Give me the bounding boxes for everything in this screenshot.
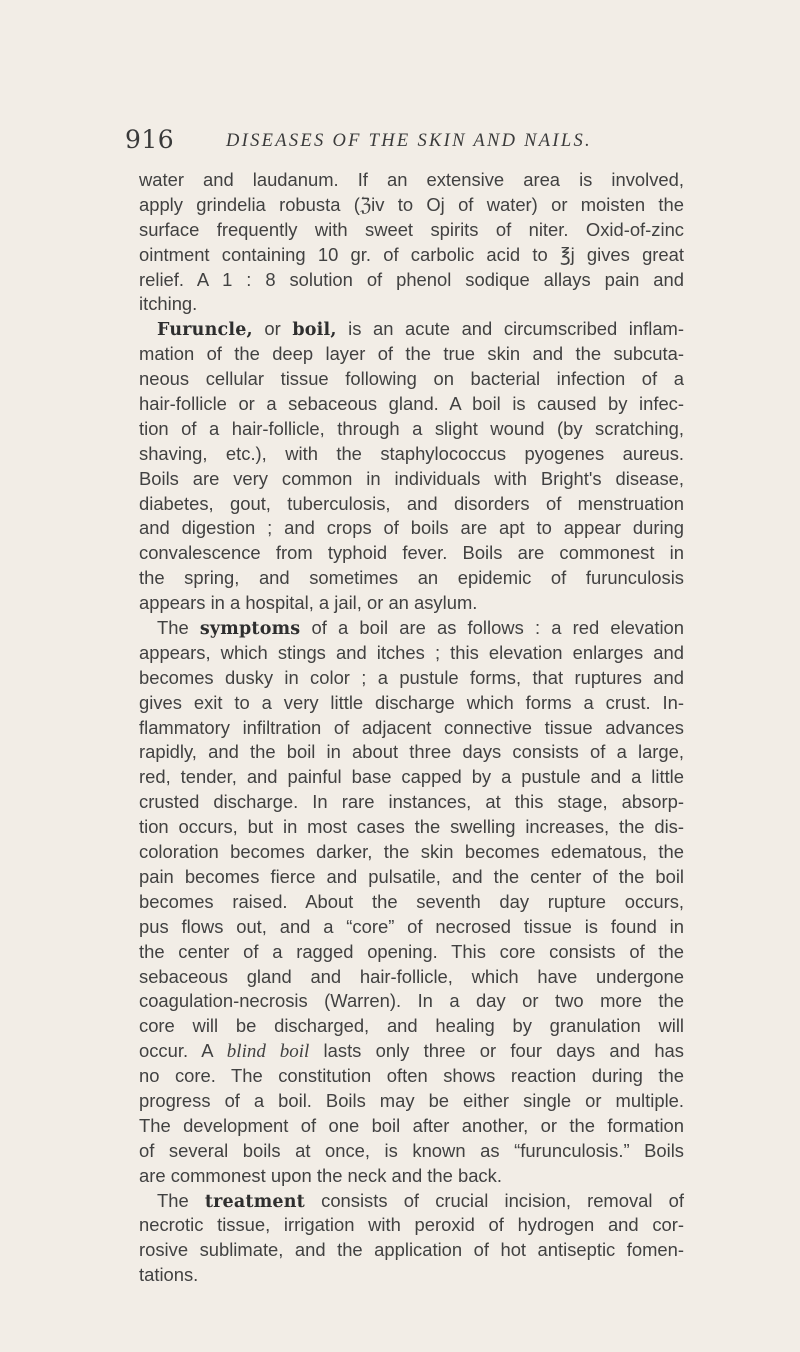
text-line: ointment containing 10 gr. of carbolic acid to ℥j gives great	[139, 243, 684, 265]
text-line: flammatory infiltration of adjacent connective tissue advances	[139, 716, 684, 738]
text-line: tion occurs, but in most cases the swelling increases, the dis-	[139, 816, 684, 838]
text-line: apply grindelia robusta (ℨiv to Oj of water) or moisten the	[139, 193, 684, 215]
paragraph-furuncle	[139, 317, 684, 616]
text-line: of several boils at once, is known as “furunculosis.” Boils	[139, 1139, 684, 1161]
text-line	[139, 1189, 684, 1214]
term-treatment: treatment	[204, 1191, 305, 1212]
text-line: red, tender, and painful base capped by a pustule and a little	[139, 766, 684, 788]
text-line: becomes dusky in color ; a pustule forms, that ruptures and	[139, 666, 684, 688]
line-rest: of a boil are as follows : a red elevation	[300, 617, 684, 639]
text-line: itching.	[139, 293, 198, 315]
text-line: coloration becomes darker, the skin becomes edematous, the	[139, 841, 684, 863]
term-furuncle: Furuncle,	[157, 320, 253, 341]
text-line: the spring, and sometimes an epidemic of furunculosis	[139, 567, 684, 589]
text-line: neous cellular tissue following on bacterial infection of a	[139, 368, 684, 390]
text-line: mation of the deep layer of the true skin and the subcuta-	[139, 343, 684, 365]
text-line: crusted discharge. In rare instances, at this stage, absorp-	[139, 791, 684, 813]
line-rest: lasts only three or four days and has	[309, 1040, 684, 1062]
text-line: pain becomes fierce and pulsatile, and the center of the boil	[139, 865, 684, 887]
running-head: DISEASES OF THE SKIN AND NAILS.	[226, 131, 592, 151]
text-line: tion of a hair-follicle, through a slight wound (by scratching,	[139, 417, 684, 439]
body-text	[139, 168, 684, 1288]
text-line: hair-follicle or a sebaceous gland. A boil is caused by infec-	[139, 393, 684, 415]
paragraph-symptoms	[139, 616, 684, 1188]
line-lead: The	[157, 1189, 205, 1211]
text-line: becomes raised. About the seventh day rupture occurs,	[139, 890, 684, 912]
text-line: the center of a ragged opening. This core consists of the	[139, 940, 684, 962]
text-line: tations.	[139, 1264, 199, 1286]
text-line: rosive sublimate, and the application of hot antiseptic fomen-	[139, 1239, 684, 1261]
text-line: water and laudanum. If an extensive area is involved,	[139, 169, 684, 190]
text-line	[139, 1039, 684, 1064]
text-line: no core. The constitution often shows reaction during the	[139, 1065, 684, 1087]
text-line: relief. A 1 : 8 solution of phenol sodique allays pain and	[139, 268, 684, 290]
line-lead: The	[157, 617, 200, 639]
connector-text: or	[252, 318, 293, 340]
text-line: appears in a hospital, a jail, or an asylum.	[139, 592, 478, 614]
text-line: and digestion ; and crops of boils are apt to appear during	[139, 517, 684, 539]
text-line	[139, 317, 684, 342]
text-line: The development of one boil after another, or the formation	[139, 1114, 684, 1136]
text-line: surface frequently with sweet spirits of niter. Oxid-of-zinc	[139, 218, 684, 240]
line-rest: is an acute and circumscribed inflam-	[336, 318, 684, 340]
text-line	[139, 616, 684, 641]
text-line: diabetes, gout, tuberculosis, and disorders of menstruation	[139, 492, 684, 514]
term-boil: boil,	[292, 320, 337, 341]
term-symptoms: symptoms	[199, 619, 301, 640]
text-line: are commonest upon the neck and the back.	[139, 1164, 502, 1186]
text-line: coagulation-necrosis (Warren). In a day or two more the	[139, 990, 684, 1012]
line-lead: occur. A	[139, 1040, 227, 1062]
text-line: appears, which stings and itches ; this elevation enlarges and	[139, 641, 684, 663]
text-line: progress of a boil. Boils may be either single or multiple.	[139, 1089, 684, 1111]
page-header	[0, 125, 800, 161]
page-number: 916	[125, 125, 175, 154]
text-line: sebaceous gland and hair-follicle, which have undergone	[139, 965, 684, 987]
text-line: convalescence from typhoid fever. Boils are commonest in	[139, 542, 684, 564]
italic-blind-boil: blind boil	[226, 1041, 310, 1063]
paragraph-intro	[139, 168, 684, 317]
text-line: Boils are very common in individuals with Bright's disease,	[139, 467, 684, 489]
text-line: necrotic tissue, irrigation with peroxid of hydrogen and cor-	[139, 1214, 684, 1236]
text-line: core will be discharged, and healing by granulation will	[139, 1015, 684, 1037]
text-line: shaving, etc.), with the staphylococcus pyogenes aureus.	[139, 442, 684, 464]
paragraph-treatment	[139, 1189, 684, 1289]
line-rest: consists of crucial incision, removal of	[304, 1189, 684, 1211]
text-line: rapidly, and the boil in about three days consists of a large,	[139, 741, 684, 763]
text-line: pus flows out, and a “core” of necrosed tissue is found in	[139, 915, 684, 937]
text-line: gives exit to a very little discharge which forms a crust. In-	[139, 691, 684, 713]
